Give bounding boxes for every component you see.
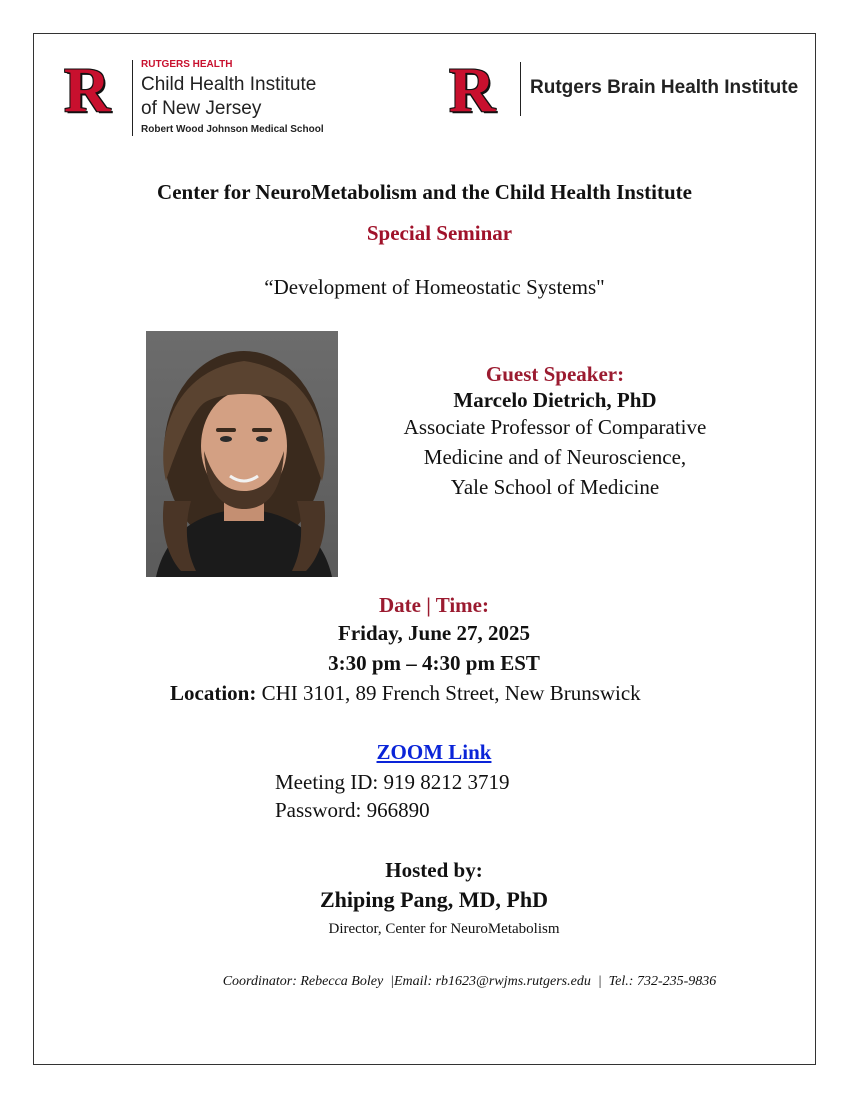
coordinator-contact: Coordinator: Rebecca Boley |Email: rb1623@rwjms.rutgers.edu | Tel.: 732-235-9836 bbox=[222, 974, 717, 989]
event-location bbox=[170, 681, 641, 706]
guest-speaker-label: Guest Speaker: bbox=[485, 362, 625, 386]
rwjms-label: Robert Wood Johnson Medical School bbox=[141, 124, 324, 135]
hosted-by-label: Hosted by: bbox=[385, 858, 483, 882]
location-value: CHI 3101, 89 French Street, New Brunswick bbox=[256, 681, 641, 705]
speaker-name: Marcelo Dietrich, PhD bbox=[453, 388, 657, 412]
zoom-link-container bbox=[334, 740, 534, 765]
host-title: Director, Center for NeuroMetabolism bbox=[328, 921, 560, 937]
page-title: Center for NeuroMetabolism and the Child Health Institute bbox=[157, 180, 692, 204]
speaker-portrait-illustration bbox=[146, 331, 338, 577]
speaker-title-line-2: Medicine and of Neuroscience, bbox=[423, 445, 687, 469]
rutgers-r-logo-right: R bbox=[449, 54, 496, 125]
event-time: 3:30 pm – 4:30 pm EST bbox=[328, 651, 540, 675]
brain-health-institute-label: Rutgers Brain Health Institute bbox=[530, 77, 799, 98]
rutgers-r-logo-left: R bbox=[64, 54, 111, 125]
meeting-id: Meeting ID: 919 8212 3719 bbox=[275, 770, 510, 794]
speaker-photo bbox=[146, 331, 338, 577]
zoom-link[interactable]: ZOOM Link bbox=[376, 740, 492, 764]
speaker-affiliation: Yale School of Medicine bbox=[450, 475, 660, 499]
child-health-institute-label: Child Health Institute bbox=[141, 74, 317, 95]
location-label: Location: bbox=[170, 681, 257, 705]
host-name: Zhiping Pang, MD, PhD bbox=[320, 887, 548, 912]
talk-title: “Development of Homeostatic Systems" bbox=[264, 275, 605, 299]
meeting-password: Password: 966890 bbox=[275, 798, 430, 822]
speaker-title-line-1: Associate Professor of Comparative bbox=[403, 415, 707, 439]
date-time-label: Date | Time: bbox=[379, 593, 489, 617]
seminar-subtitle: Special Seminar bbox=[366, 221, 513, 245]
rutgers-health-label: RUTGERS HEALTH bbox=[141, 59, 233, 70]
logo-divider-right bbox=[520, 62, 521, 116]
of-new-jersey-label: of New Jersey bbox=[141, 98, 262, 119]
logo-divider-left bbox=[132, 60, 133, 136]
event-date: Friday, June 27, 2025 bbox=[338, 621, 530, 645]
